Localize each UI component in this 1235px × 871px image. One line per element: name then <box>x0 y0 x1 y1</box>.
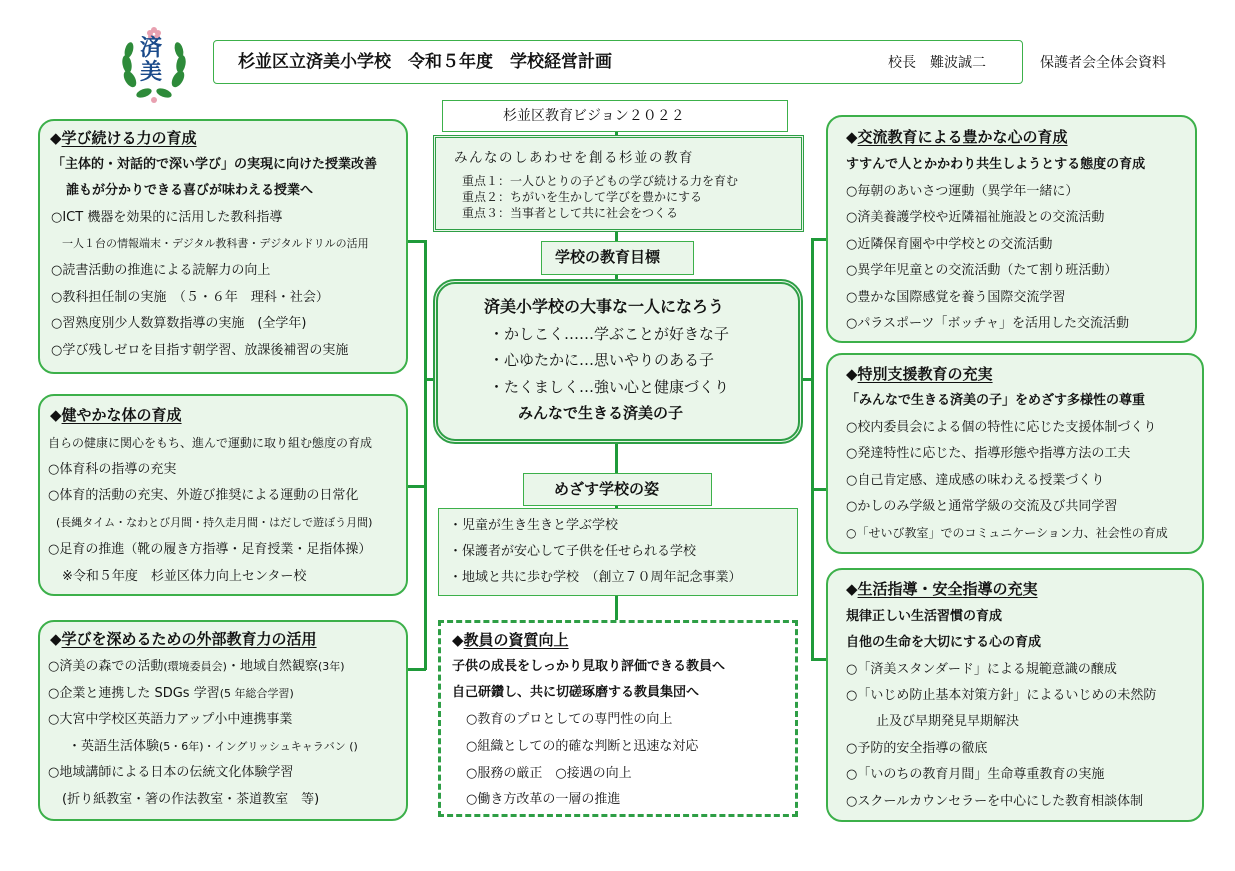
external-item-3-sub-text: ・英語生活体験 <box>68 739 160 754</box>
left-stub-2 <box>406 485 426 488</box>
external-item-3-sub <box>68 740 358 753</box>
exchange-sub: すすんで人とかかわり共生しようとする態度の育成 <box>846 157 1146 172</box>
guidance-item-3: ○予防的安全指導の徹底 <box>846 741 988 756</box>
external-title: ◆学びを深めるための外部教育力の活用 <box>50 630 317 648</box>
health-item-1: ○体育科の指導の充実 <box>48 462 177 477</box>
guidance-title-text: 生活指導・安全指導の充実 <box>857 580 1038 598</box>
guidance-item-5: ○スクールカウンセラーを中心にした教育相談体制 <box>846 794 1144 809</box>
guidance-sub-2: 自他の生命を大切にする心の育成 <box>846 635 1042 650</box>
goal-label: 学校の教育目標 <box>555 248 661 266</box>
external-item-1-tail: ・地域自然観察 <box>226 659 318 674</box>
exchange-box <box>826 115 1197 343</box>
aim-item-3: ・地域と共に歩む学校 （創立７０周年記念事業） <box>449 570 742 585</box>
goal-line-4: ・たくましく…強い心と健康づくり <box>489 378 730 396</box>
exchange-title: ◆交流教育による豊かな心の育成 <box>846 128 1068 146</box>
aim-label: めざす学校の姿 <box>554 480 660 498</box>
health-title-text: 健やかな体の育成 <box>61 406 182 424</box>
goal-line-5: みんなで生きる済美の子 <box>518 404 684 422</box>
learning-title-text: 学び続ける力の育成 <box>61 129 197 147</box>
external-title-text: 学びを深めるための外部教育力の活用 <box>61 630 317 648</box>
exchange-item-6: ○パラスポーツ「ボッチャ」を活用した交流活動 <box>846 316 1130 331</box>
exchange-item-1: ○毎朝のあいさつ運動（異学年一緒に） <box>846 184 1079 199</box>
guidance-sub-1: 規律正しい生活習慣の育成 <box>846 609 1003 624</box>
guidance-item-1: ○「済美スタンダード」による規範意識の醸成 <box>846 662 1117 677</box>
goal-line-1: 済美小学校の大事な一人になろう <box>484 297 725 316</box>
vision-point-1: 重点１：一人ひとりの子どもの学び続ける力を育む <box>462 174 739 188</box>
vision-point-3: 重点３：当事者として共に社会をつくる <box>462 206 679 220</box>
learning-sub-1: 「主体的・対話的で深い学び」の実現に向けた授業改善 <box>52 157 378 172</box>
emblem-char-2: 美 <box>140 60 163 85</box>
page-title: 杉並区立済美小学校 令和５年度 学校経営計画 <box>238 52 612 72</box>
aim-item-1: ・児童が生き生きと学ぶ学校 <box>449 518 619 533</box>
emblem-char-1: 済 <box>140 36 163 61</box>
right-stub-1 <box>811 238 827 241</box>
teacher-title-text: 教員の資質向上 <box>463 631 569 649</box>
right-stub-3 <box>811 658 827 661</box>
guidance-title: ◆生活指導・安全指導の充実 <box>846 580 1038 598</box>
external-item-2-text: ○企業と連携した SDGs 学習 <box>48 686 220 701</box>
aim-item-2: ・保護者が安心して子供を任せられる学校 <box>449 544 697 559</box>
special-item-1: ○校内委員会による個の特性に応じた支援体制づくり <box>846 420 1157 435</box>
teacher-sub-1: 子供の成長をしっかり見取り評価できる教員へ <box>452 659 726 674</box>
special-item-4: ○かしのみ学級と通常学級の交流及び共同学習 <box>846 499 1118 514</box>
external-item-1-text: ○済美の森での活動 <box>48 659 164 674</box>
principal-name: 校長 難波誠二 <box>888 55 986 71</box>
external-item-2 <box>48 687 294 700</box>
guidance-item-4: ○「いのちの教育月間」生命尊重教育の実施 <box>846 767 1105 782</box>
left-stub-3 <box>406 668 426 671</box>
teacher-item-4: ○働き方改革の一層の推進 <box>466 792 621 807</box>
special-item-5: ○「せいび教室」でのコミュニケーション力、社会性の育成 <box>846 526 1168 540</box>
special-title-text: 特別支援教育の充実 <box>857 365 993 383</box>
learning-item-1-note: 一人１台の情報端末・デジタル教科書・デジタルドリルの活用 <box>62 237 369 250</box>
teacher-sub-2: 自己研鑽し、共に切磋琢磨する教員集団へ <box>452 685 700 700</box>
vision-title: みんなのしあわせを創る杉並の教育 <box>454 150 694 166</box>
exchange-title-text: 交流教育による豊かな心の育成 <box>857 128 1068 146</box>
external-item-1-note: (環境委員会) <box>163 660 227 673</box>
exchange-item-2: ○済美養護学校や近隣福祉施設との交流活動 <box>846 210 1105 225</box>
goal-line-3: ・心ゆたかに…思いやりのある子 <box>489 351 715 369</box>
learning-sub-2: 誰もが分かりできる喜びが味わえる授業へ <box>66 183 314 198</box>
teacher-item-1: ○教育のプロとしての専門性の向上 <box>466 712 673 727</box>
special-item-2: ○発達特性に応じた、指導形態や指導方法の工夫 <box>846 446 1131 461</box>
external-item-3: ○大宮中学校区英語力アップ小中連携事業 <box>48 712 293 727</box>
exchange-item-3: ○近隣保育園や中学校との交流活動 <box>846 237 1053 252</box>
learning-item-5: ○学び残しゼロを目指す朝学習、放課後補習の実施 <box>51 343 349 358</box>
left-stub-1 <box>406 240 426 243</box>
guidance-item-2: ○「いじめ防止基本対策方針」によるいじめの未然防 <box>846 688 1157 703</box>
health-item-2-note: (長縄タイム・なわとび月間・持久走月間・はだしで遊ぼう月間) <box>56 516 373 529</box>
vision-point-2: 重点２：ちがいを生かして学びを豊かにする <box>462 190 703 204</box>
vision-label: 杉並区教育ビジョン２０２２ <box>503 108 685 124</box>
document-note: 保護者会全体会資料 <box>1040 55 1166 71</box>
health-title: ◆健やかな体の育成 <box>50 406 182 424</box>
health-item-3-note: ※令和５年度 杉並区体力向上センター校 <box>62 569 307 584</box>
external-item-1-small: (3年) <box>317 660 345 673</box>
special-item-3: ○自己肯定感、達成感の味わえる授業づくり <box>846 473 1105 488</box>
external-item-1 <box>48 660 345 673</box>
health-sub: 自らの健康に関心をもち、進んで運動に取り組む態度の育成 <box>48 436 373 450</box>
special-title: ◆特別支援教育の充実 <box>846 365 993 383</box>
external-item-3-small: (5・6年)・イングリッシュキャラバン () <box>159 740 358 753</box>
teacher-item-3: ○服務の厳正 ○接遇の向上 <box>466 766 632 781</box>
teacher-title: ◆教員の資質向上 <box>452 631 569 649</box>
right-stub-2 <box>811 488 827 491</box>
goal-line-2: ・かしこく……学ぶことが好きな子 <box>489 325 730 343</box>
learning-title: ◆学び続ける力の育成 <box>50 129 197 147</box>
right-vertical-line <box>811 238 814 661</box>
guidance-item-2-cont: 止及び早期発見早期解決 <box>876 714 1020 729</box>
left-vertical-line <box>424 240 427 670</box>
health-item-3: ○足育の推進（靴の履き方指導・足育授業・足指体操） <box>48 542 372 557</box>
learning-item-3: ○教科担任制の実施 （５・６年 理科・社会） <box>51 290 329 305</box>
external-item-4: ○地域講師による日本の伝統文化体験学習 <box>48 765 294 780</box>
exchange-item-5: ○豊かな国際感覚を養う国際交流学習 <box>846 290 1066 305</box>
learning-item-4: ○習熟度別少人数算数指導の実施 (全学年) <box>51 316 307 331</box>
special-sub: 「みんなで生きる済美の子」をめざす多様性の尊重 <box>846 393 1146 408</box>
external-item-4-note: (折り紙教室・箸の作法教室・茶道教室 等) <box>62 792 320 807</box>
health-item-2: ○体育的活動の充実、外遊び推奨による運動の日常化 <box>48 488 359 503</box>
external-item-2-small: (5 年総合学習) <box>219 687 294 700</box>
learning-item-1: ○ICT 機器を効果的に活用した教科指導 <box>51 210 283 225</box>
teacher-item-2: ○組織としての的確な判断と迅速な対応 <box>466 739 699 754</box>
learning-item-2: ○読書活動の推進による読解力の向上 <box>51 263 271 278</box>
exchange-item-4: ○異学年児童との交流活動（たて割り班活動） <box>846 263 1118 278</box>
